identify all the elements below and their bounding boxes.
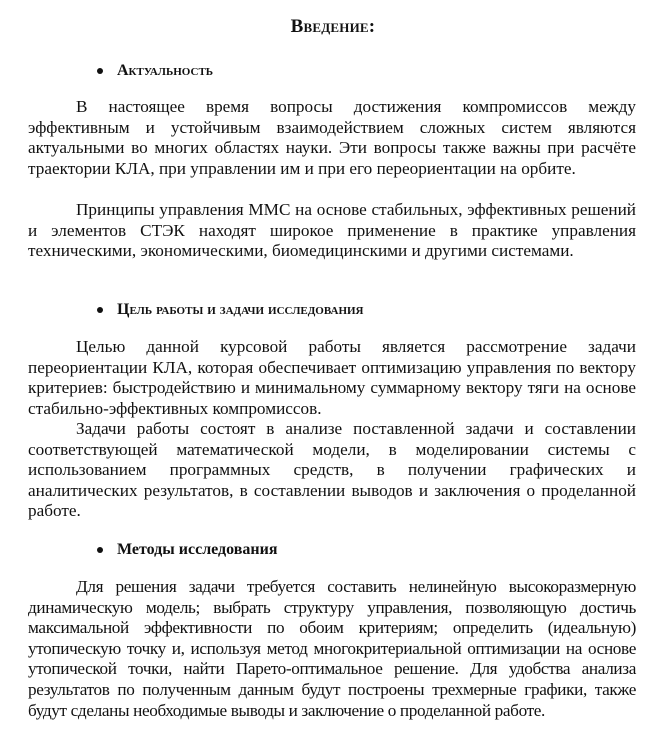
section-heading-goals xyxy=(97,301,364,319)
section-heading-text: Методы исследования xyxy=(117,541,278,558)
paragraph: Для решения задачи требуется составить нелинейную высокоразмерную динамическую модель; выбрать структуру управления, позволяющую достичь максимальной эффективности по обоим критериям; определить (идеальную) утопическую точку и, используя метод многокритериальной оптимизации на основе утопической точки, найти Парето-оптимальное решение. Для удобства анализа результатов по полученным данным будут построены трехмерные графики, также будут сделаны необходимые выводы и заключение о проделанной работе. xyxy=(28,577,636,720)
paragraph: Задачи работы состоят в анализе поставленной задачи и составлении соответствующей математической модели, в моделировании системы с использованием программных средств, в получении графических и аналитических результатов, в составлении выводов и заключения о проделанной работе. xyxy=(28,419,636,521)
section-heading-text: Цель работы и задачи исследования xyxy=(117,301,364,318)
paragraph: В настоящее время вопросы достижения компромиссов между эффективным и устойчивым взаимодействием сложных систем являются актуальными во многих областях науки. Эти вопросы также важны при расчёте траектории КЛА, при управлении им и при его переориентации на орбите. xyxy=(28,97,636,178)
paragraph: Принципы управления ММС на основе стабильных, эффективных решений и элементов СТЭК находят широкое применение в практике управления техническими, экономическими, биомедицинскими и другими системами. xyxy=(28,200,636,261)
bullet-icon xyxy=(97,68,103,74)
section-heading-methods xyxy=(97,541,277,559)
paragraph: Целью данной курсовой работы является рассмотрение задачи переориентации КЛА, которая обеспечивает оптимизацию управления по вектору критериев: быстродействию и минимальному суммарному вектору тяги на основе стабильно-эффективных компромиссов. xyxy=(28,337,636,418)
page-title: Введение: xyxy=(290,16,376,37)
bullet-icon xyxy=(97,307,103,313)
section-heading-text: Актуальность xyxy=(117,62,214,79)
section-heading-relevance xyxy=(97,62,213,80)
bullet-icon xyxy=(97,547,103,553)
